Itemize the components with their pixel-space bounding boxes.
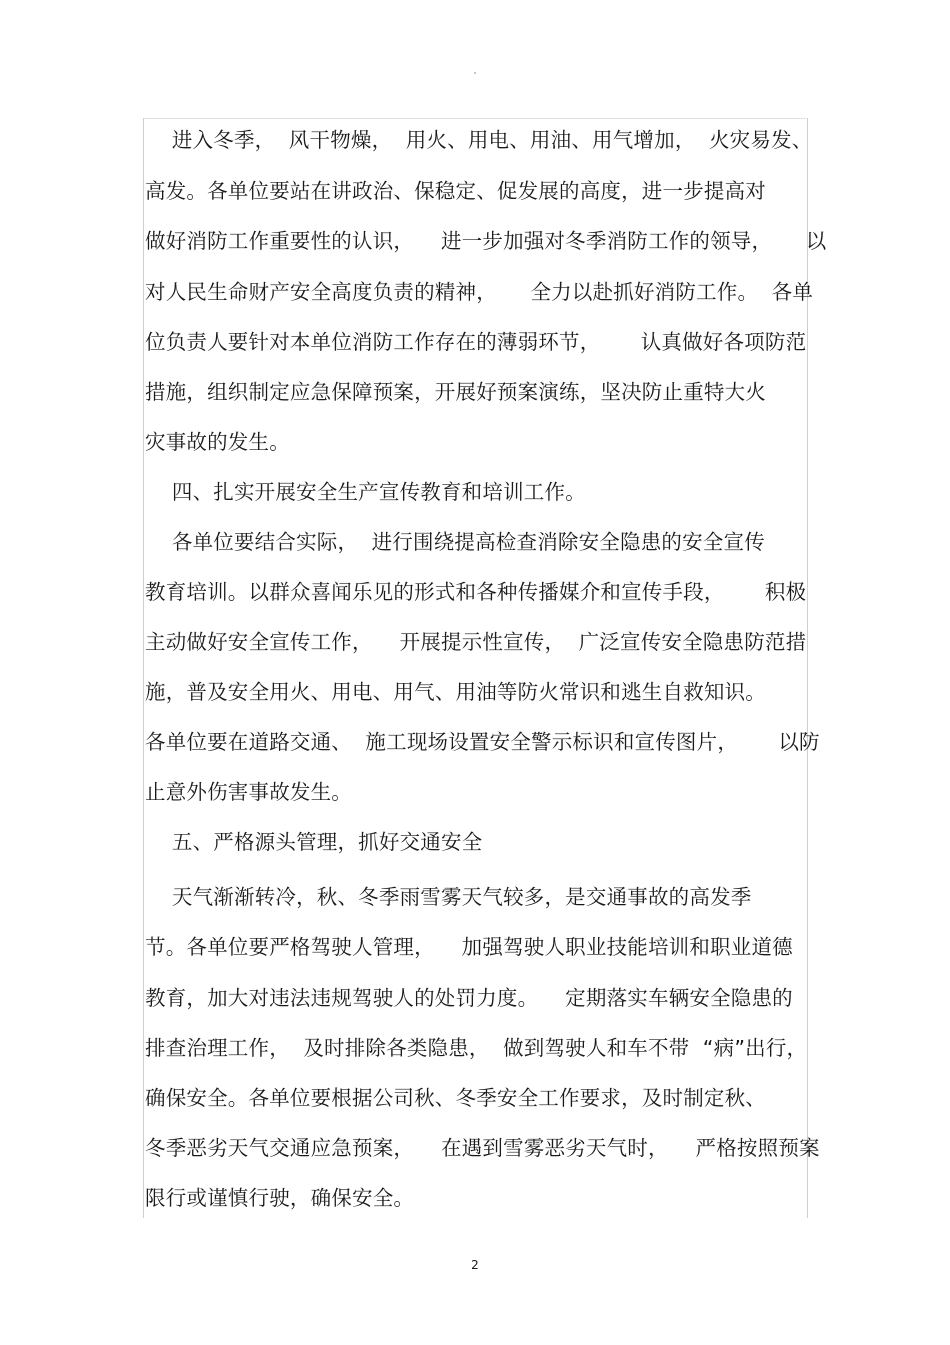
text-line: 施，普及安全用火、用电、用气、用油等防火常识和逃生自救知识。 xyxy=(145,680,766,704)
text-line: 天气渐渐转冷，秋、冬季雨雪雾天气较多，是交通事故的高发季 xyxy=(145,885,752,909)
text-line: 主动做好安全宣传工作， 开展提示性宣传， 广泛宣传安全隐患防范措 xyxy=(145,630,807,654)
text-line: 进入冬季， 风干物燥， 用火、用电、用油、用气增加， 火灾易发、 xyxy=(145,128,813,152)
text-line: 冬季恶劣天气交通应急预案， 在遇到雪雾恶劣天气时， 严格按照预案 xyxy=(145,1136,820,1160)
section-heading: 五、严格源头管理，抓好交通安全 xyxy=(145,830,483,854)
text-line: 各单位要结合实际， 进行围绕提高检查消除安全隐患的安全宣传 xyxy=(145,530,765,554)
text-line: 措施，组织制定应急保障预案，开展好预案演练，坚决防止重特大火 xyxy=(145,380,766,404)
text-line: 教育，加大对违法违规驾驶人的处罚力度。 定期落实车辆安全隐患的 xyxy=(145,986,793,1010)
section-heading: 四、扎实开展安全生产宣传教育和培训工作。 xyxy=(145,480,586,504)
text-line: 节。各单位要严格驾驶人管理， 加强驾驶人职业技能培训和职业道德 xyxy=(145,935,793,959)
page-number: 2 xyxy=(471,1258,479,1272)
text-line: 教育培训。以群众喜闻乐见的形式和各种传播媒介和宣传手段， 积极 xyxy=(145,580,807,604)
text-line: 限行或谨慎行驶，确保安全。 xyxy=(145,1186,415,1210)
text-line: 位负责人要针对本单位消防工作存在的薄弱环节， 认真做好各项防范 xyxy=(145,330,807,354)
text-line: 排查治理工作， 及时排除各类隐患， 做到驾驶人和车不带 “病”出行， xyxy=(145,1036,808,1060)
text-line: 止意外伤害事故发生。 xyxy=(145,780,352,804)
header-mark: " xyxy=(473,71,477,79)
text-line: 高发。各单位要站在讲政治、保稳定、促发展的高度，进一步提高对 xyxy=(145,179,766,203)
text-line: 确保安全。各单位要根据公司秋、冬季安全工作要求，及时制定秋、 xyxy=(145,1086,766,1110)
text-line: 灾事故的发生。 xyxy=(145,430,290,454)
text-line: 各单位要在道路交通、 施工现场设置安全警示标识和宣传图片， 以防 xyxy=(145,730,820,754)
text-line: 对人民生命财产安全高度负责的精神， 全力以赴抓好消防工作。 各单 xyxy=(145,280,814,304)
text-line: 做好消防工作重要性的认识， 进一步加强对冬季消防工作的领导， 以 xyxy=(145,229,827,253)
